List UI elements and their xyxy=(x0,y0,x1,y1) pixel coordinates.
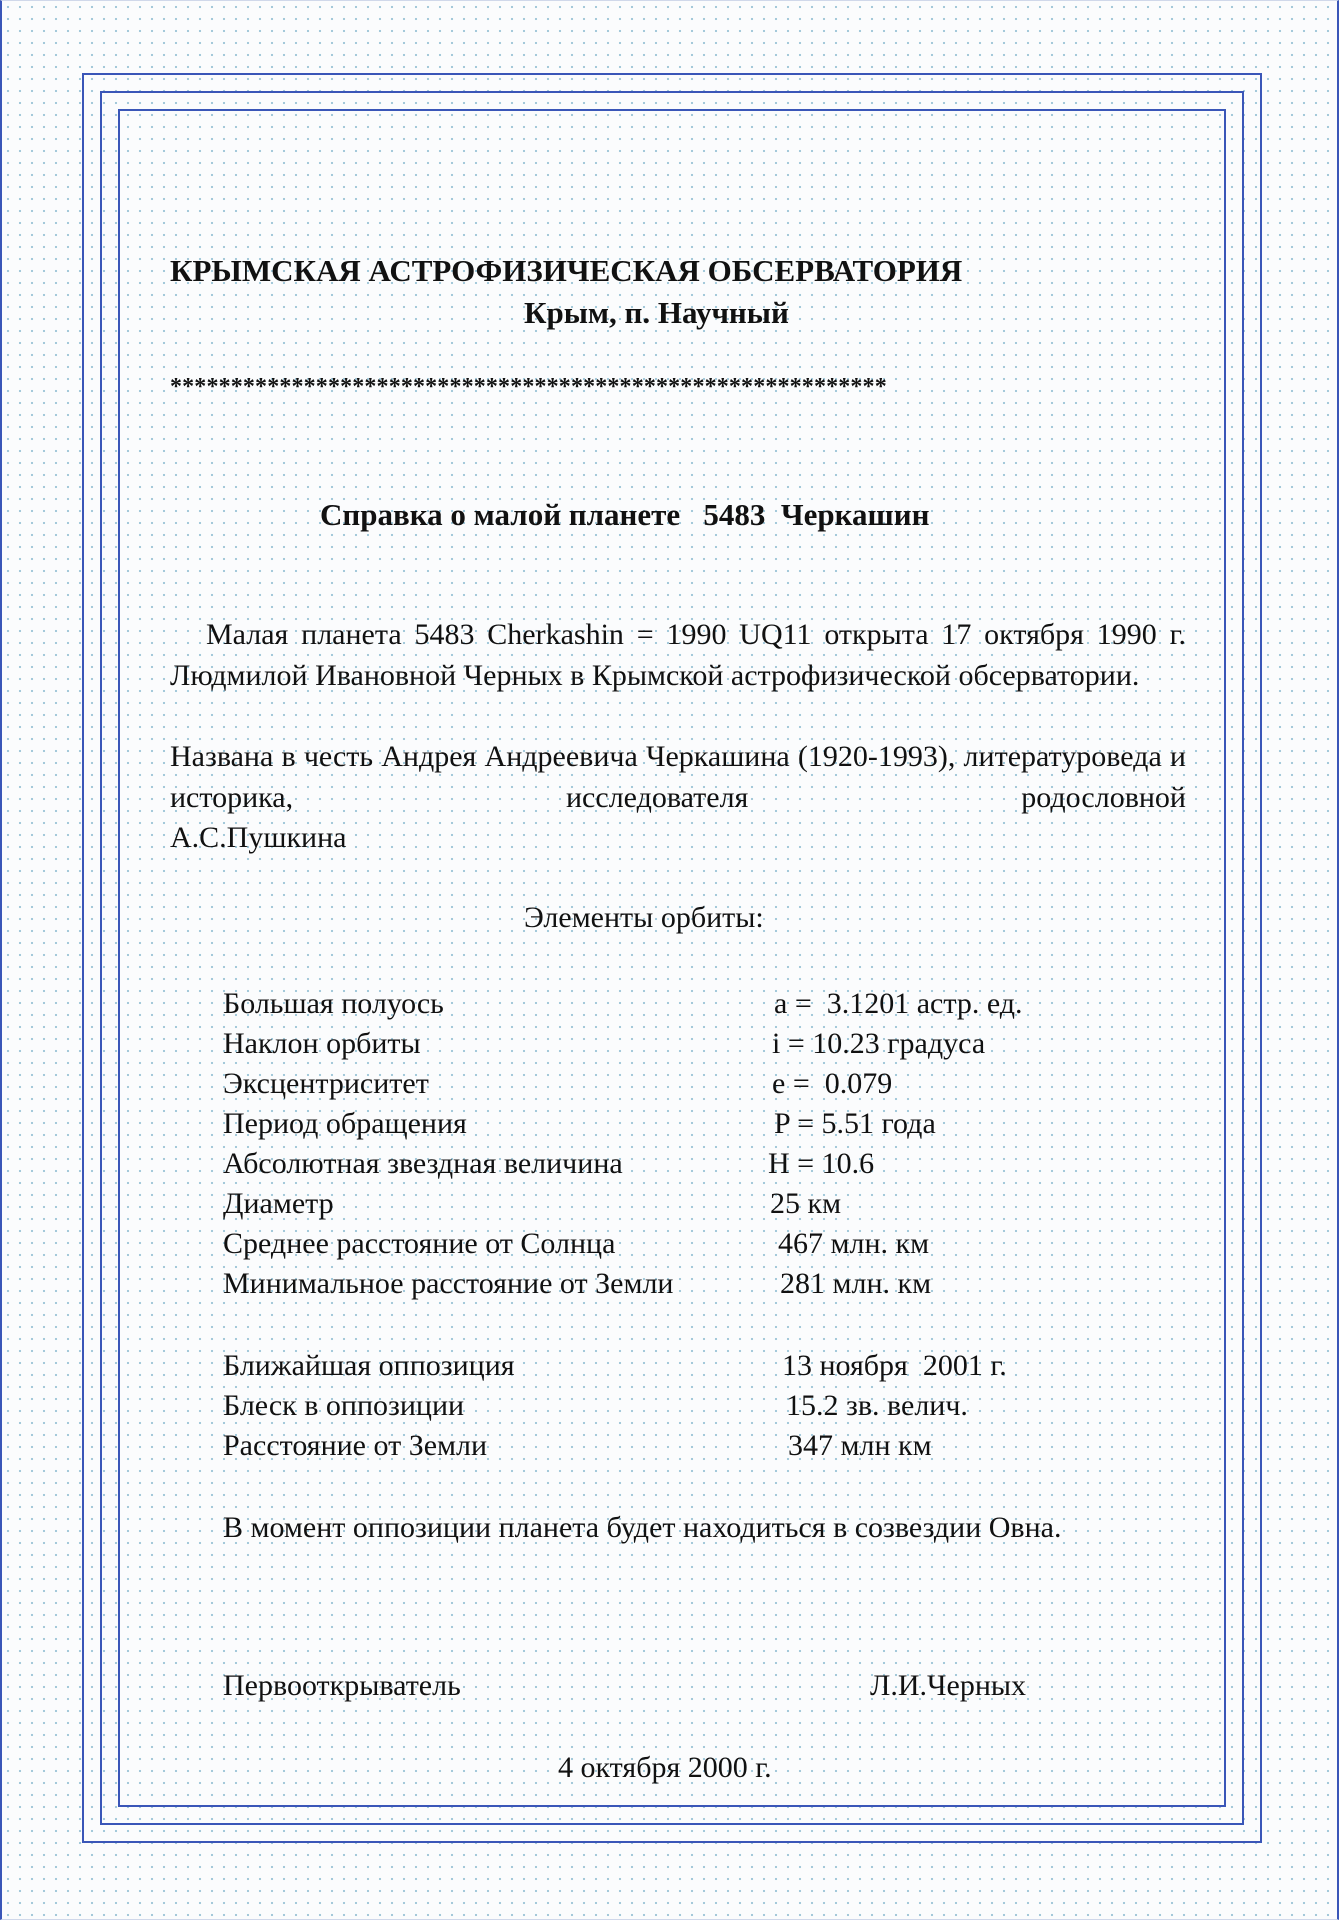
orbit-element-label: Минимальное расстояние от Земли xyxy=(223,1267,674,1300)
orbit-element-value: i = 10.23 градуса xyxy=(772,1027,986,1060)
institution-location: Крым, п. Научный xyxy=(524,295,789,330)
orbit-element-label: Эксцентриситет xyxy=(223,1067,429,1100)
orbit-element-label: Абсолютная звездная величина xyxy=(223,1147,623,1180)
naming-paragraph-end: А.С.Пушкина xyxy=(170,821,347,854)
orbit-element-value: a = 3.1201 астр. ед. xyxy=(774,987,1023,1020)
opposition-label: Блеск в оппозиции xyxy=(223,1389,465,1422)
opposition-value: 13 ноября 2001 г. xyxy=(782,1349,1007,1382)
discovery-paragraph: Малая планета 5483 Cherkashin = 1990 UQ11 открыта 17 октября 1990 г. Людмилой Ивановной Черных в Крымской астрофизической обсерватории. xyxy=(170,618,1186,692)
opposition-label: Расстояние от Земли xyxy=(223,1429,488,1462)
orbit-element-label: Наклон орбиты xyxy=(223,1027,421,1060)
orbit-element-label: Большая полуось xyxy=(223,987,444,1020)
constellation-note: В момент оппозиции планета будет находиться в созвездии Овна. xyxy=(223,1511,1062,1544)
orbit-element-label: Период обращения xyxy=(223,1107,467,1140)
separator-line: *********************************************************** xyxy=(170,374,887,400)
opposition-value: 347 млн км xyxy=(788,1429,932,1462)
orbit-element-label: Среднее расстояние от Солнца xyxy=(223,1227,616,1260)
orbit-element-value: 467 млн. км xyxy=(778,1227,930,1260)
orbit-element-value: e = 0.079 xyxy=(772,1067,893,1100)
orbit-element-value: H = 10.6 xyxy=(768,1147,875,1180)
orbit-element-value: 25 км xyxy=(770,1187,842,1220)
opposition-label: Ближайшая оппозиция xyxy=(223,1349,515,1382)
naming-paragraph: Названа в честь Андрея Андреевича Черкашина (1920-1993), литературоведа и историка, исследователя родословной xyxy=(170,740,1186,814)
orbit-element-value: 281 млн. км xyxy=(780,1267,932,1300)
institution-name: КРЫМСКАЯ АСТРОФИЗИЧЕСКАЯ ОБСЕРВАТОРИЯ xyxy=(170,253,963,288)
signature-label: Первооткрыватель xyxy=(223,1669,461,1702)
orbit-element-value: P = 5.51 года xyxy=(774,1107,936,1140)
signature-name: Л.И.Черных xyxy=(870,1669,1027,1702)
document-date: 4 октября 2000 г. xyxy=(558,1751,772,1784)
orbit-element-label: Диаметр xyxy=(223,1187,334,1220)
inner-border xyxy=(118,109,1226,1807)
document-title: Справка о малой планете 5483 Черкашин xyxy=(320,497,930,532)
opposition-value: 15.2 зв. велич. xyxy=(786,1389,968,1422)
orbit-elements-title: Элементы орбиты: xyxy=(524,901,764,934)
